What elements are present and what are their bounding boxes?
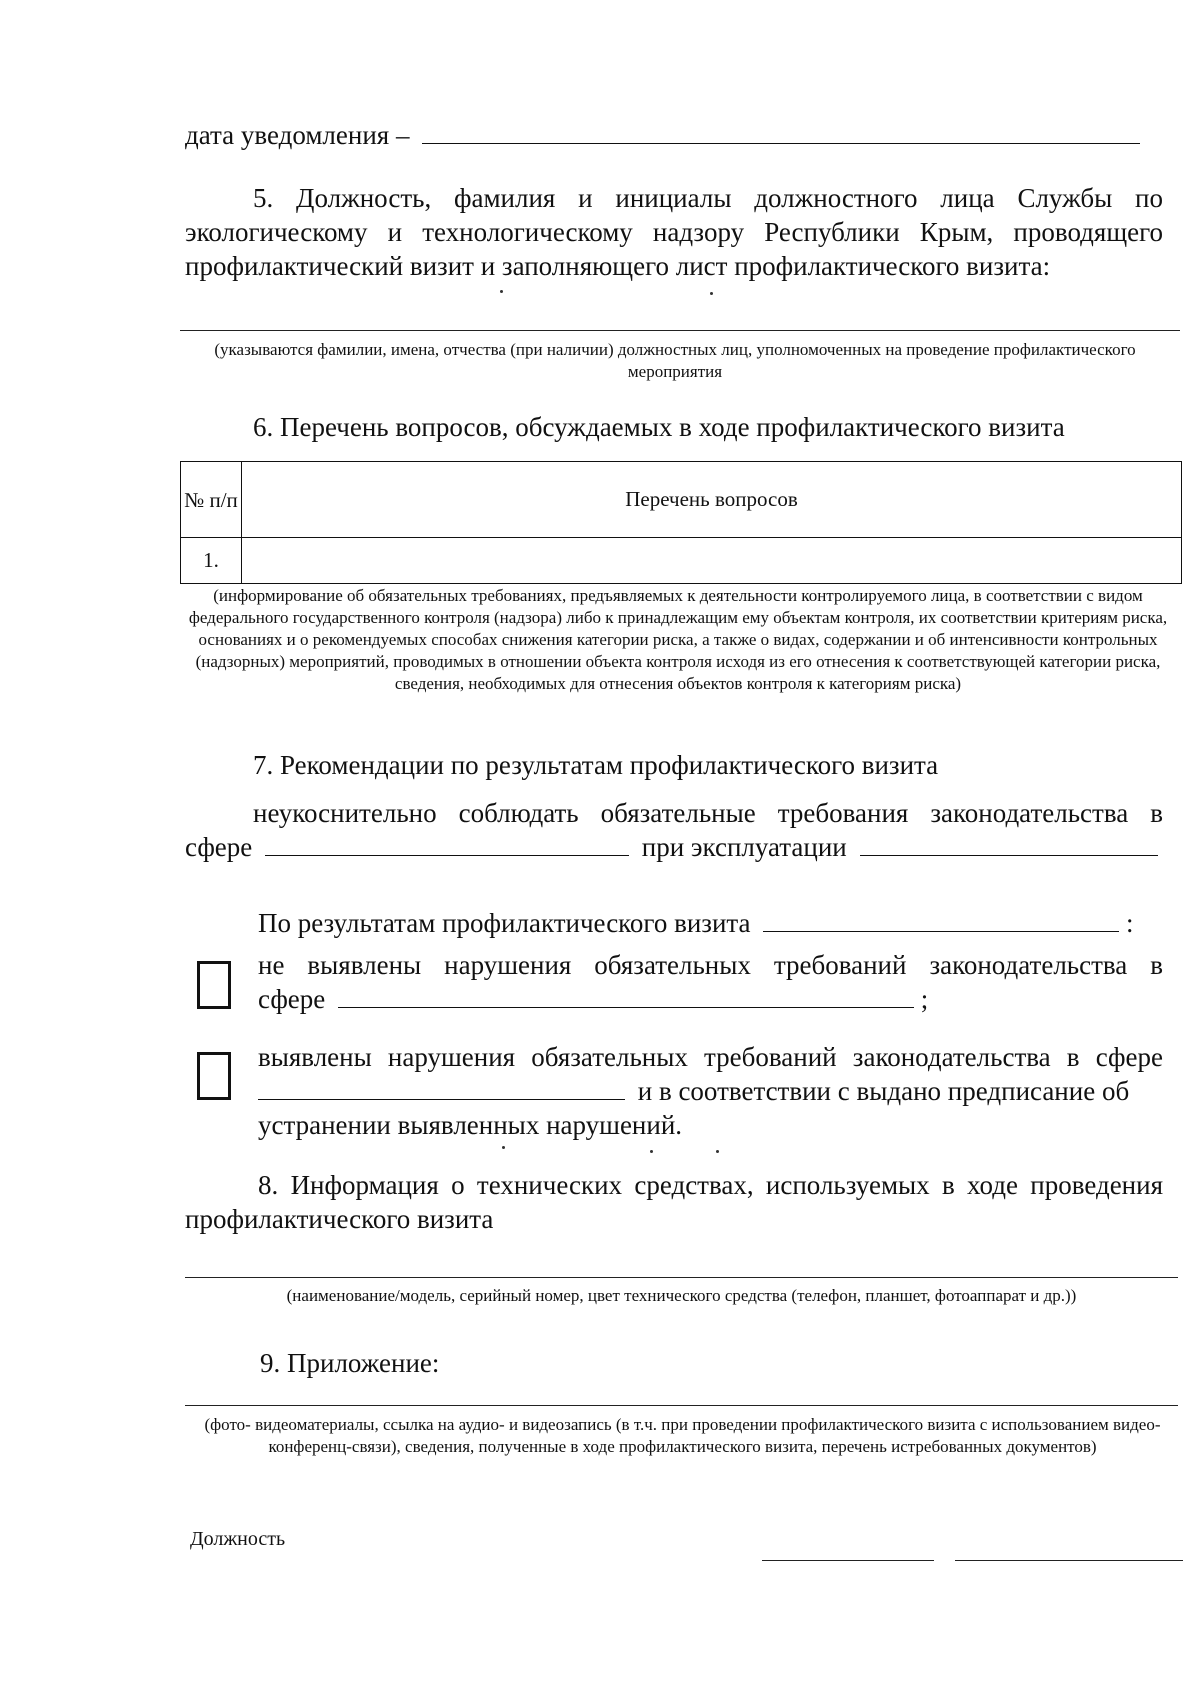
no-violations-checkbox[interactable] bbox=[197, 961, 231, 1009]
scan-speck bbox=[710, 292, 713, 295]
option1-end: ; bbox=[920, 984, 929, 1014]
option1-line1: не выявлены нарушения обязательных требований законодательства в bbox=[258, 950, 1163, 980]
row-num: 1. bbox=[181, 538, 242, 584]
notification-date-field[interactable] bbox=[422, 119, 1140, 144]
recommendation-sphere-field[interactable] bbox=[265, 831, 629, 856]
section5-caption: (указываются фамилии, имена, отчества (при наличии) должностных лиц, уполномоченных на проведение профилактического мероприятия bbox=[214, 340, 1136, 381]
recommendation-operation-field[interactable] bbox=[860, 831, 1158, 856]
section9-heading: 9. Приложение: bbox=[260, 1348, 440, 1378]
option2-line2-text: и в соответствии с выдано предписание об bbox=[637, 1076, 1130, 1106]
table-header-row bbox=[181, 462, 1182, 538]
signature-line[interactable] bbox=[762, 1560, 934, 1561]
option1-sphere-label: сфере bbox=[258, 984, 326, 1014]
officials-signature-line[interactable] bbox=[180, 330, 1180, 331]
notification-date-row bbox=[185, 118, 1185, 152]
results-field[interactable] bbox=[763, 907, 1119, 932]
questions-table bbox=[180, 461, 1182, 584]
section5-text: 5. Должность, фамилия и инициалы должностного лица Службы по экологическому и технологическому надзору Республики Крым, проводящего профилактический визит и заполняющего лист профилактического визита: bbox=[185, 183, 1163, 281]
col-questions-header: Перечень вопросов bbox=[242, 462, 1182, 538]
scan-speck bbox=[500, 290, 503, 293]
recommendation-line2 bbox=[185, 830, 1185, 864]
section8-text: 8. Информация о технических средствах, используемых в ходе проведения профилактического визита bbox=[185, 1170, 1163, 1234]
technical-means-line[interactable] bbox=[185, 1277, 1178, 1278]
option2-line3: устранении выявленных нарушений. bbox=[258, 1110, 683, 1140]
option2-line2 bbox=[258, 1074, 1163, 1108]
scan-speck bbox=[650, 1150, 653, 1153]
table-row bbox=[181, 538, 1182, 584]
section7-heading: 7. Рекомендации по результатам профилактического визита bbox=[253, 750, 939, 780]
row-question-cell[interactable] bbox=[242, 538, 1182, 584]
recommendation-sphere-label: сфере bbox=[185, 832, 253, 862]
section9-caption: (фото- видеоматериалы, ссылка на аудио- и видеозапись (в т.ч. при проведении профилактического визита с использованием видео-конференц-связи), сведения, полученные в ходе профилактического визита, перечень истребованных документов) bbox=[204, 1415, 1161, 1456]
col-num-header: № п/п bbox=[181, 462, 242, 538]
section6-caption: (информирование об обязательных требованиях, предъявляемых к деятельности контролируемого лица, в соответствии с видом федерального государственного контроля (надзора) либо к принадлежащим ему объектам контроля, их соответствии критериям риска, основаниях и о рекомендуемых способах снижения категории риска, а также о видах, содержании и об интенсивности контрольных (надзорных) мероприятий, проводимых в отношении объекта контроля исходя из его отнесения к соответствующей категории риска, сведения, необходимых для отнесения объектов контроля к категориям риска) bbox=[188, 586, 1168, 693]
attachment-line[interactable] bbox=[185, 1405, 1178, 1406]
notification-date-label: дата уведомления – bbox=[185, 120, 410, 150]
scan-speck bbox=[502, 1146, 505, 1149]
position-label: Должность bbox=[190, 1528, 286, 1550]
recommendation-line1: неукоснительно соблюдать обязательные требования законодательства в bbox=[253, 798, 1163, 828]
results-colon: : bbox=[1126, 908, 1134, 938]
option1-sphere-field[interactable] bbox=[338, 983, 914, 1008]
option2-sphere-field[interactable] bbox=[258, 1075, 625, 1100]
section8-caption: (наименование/модель, серийный номер, цвет технического средства (телефон, планшет, фотоаппарат и др.)) bbox=[286, 1286, 1077, 1305]
option1-line2 bbox=[258, 982, 1163, 1016]
section6-heading: 6. Перечень вопросов, обсуждаемых в ходе профилактического визита bbox=[253, 412, 1065, 442]
name-line[interactable] bbox=[955, 1560, 1183, 1561]
violations-found-checkbox[interactable] bbox=[197, 1052, 231, 1100]
option2-line1: выявлены нарушения обязательных требований законодательства в сфере bbox=[258, 1042, 1163, 1072]
recommendation-operation-label: при эксплуатации bbox=[641, 832, 847, 862]
scan-speck bbox=[716, 1150, 719, 1153]
results-row bbox=[258, 906, 1178, 940]
results-label: По результатам профилактического визита bbox=[258, 908, 751, 938]
